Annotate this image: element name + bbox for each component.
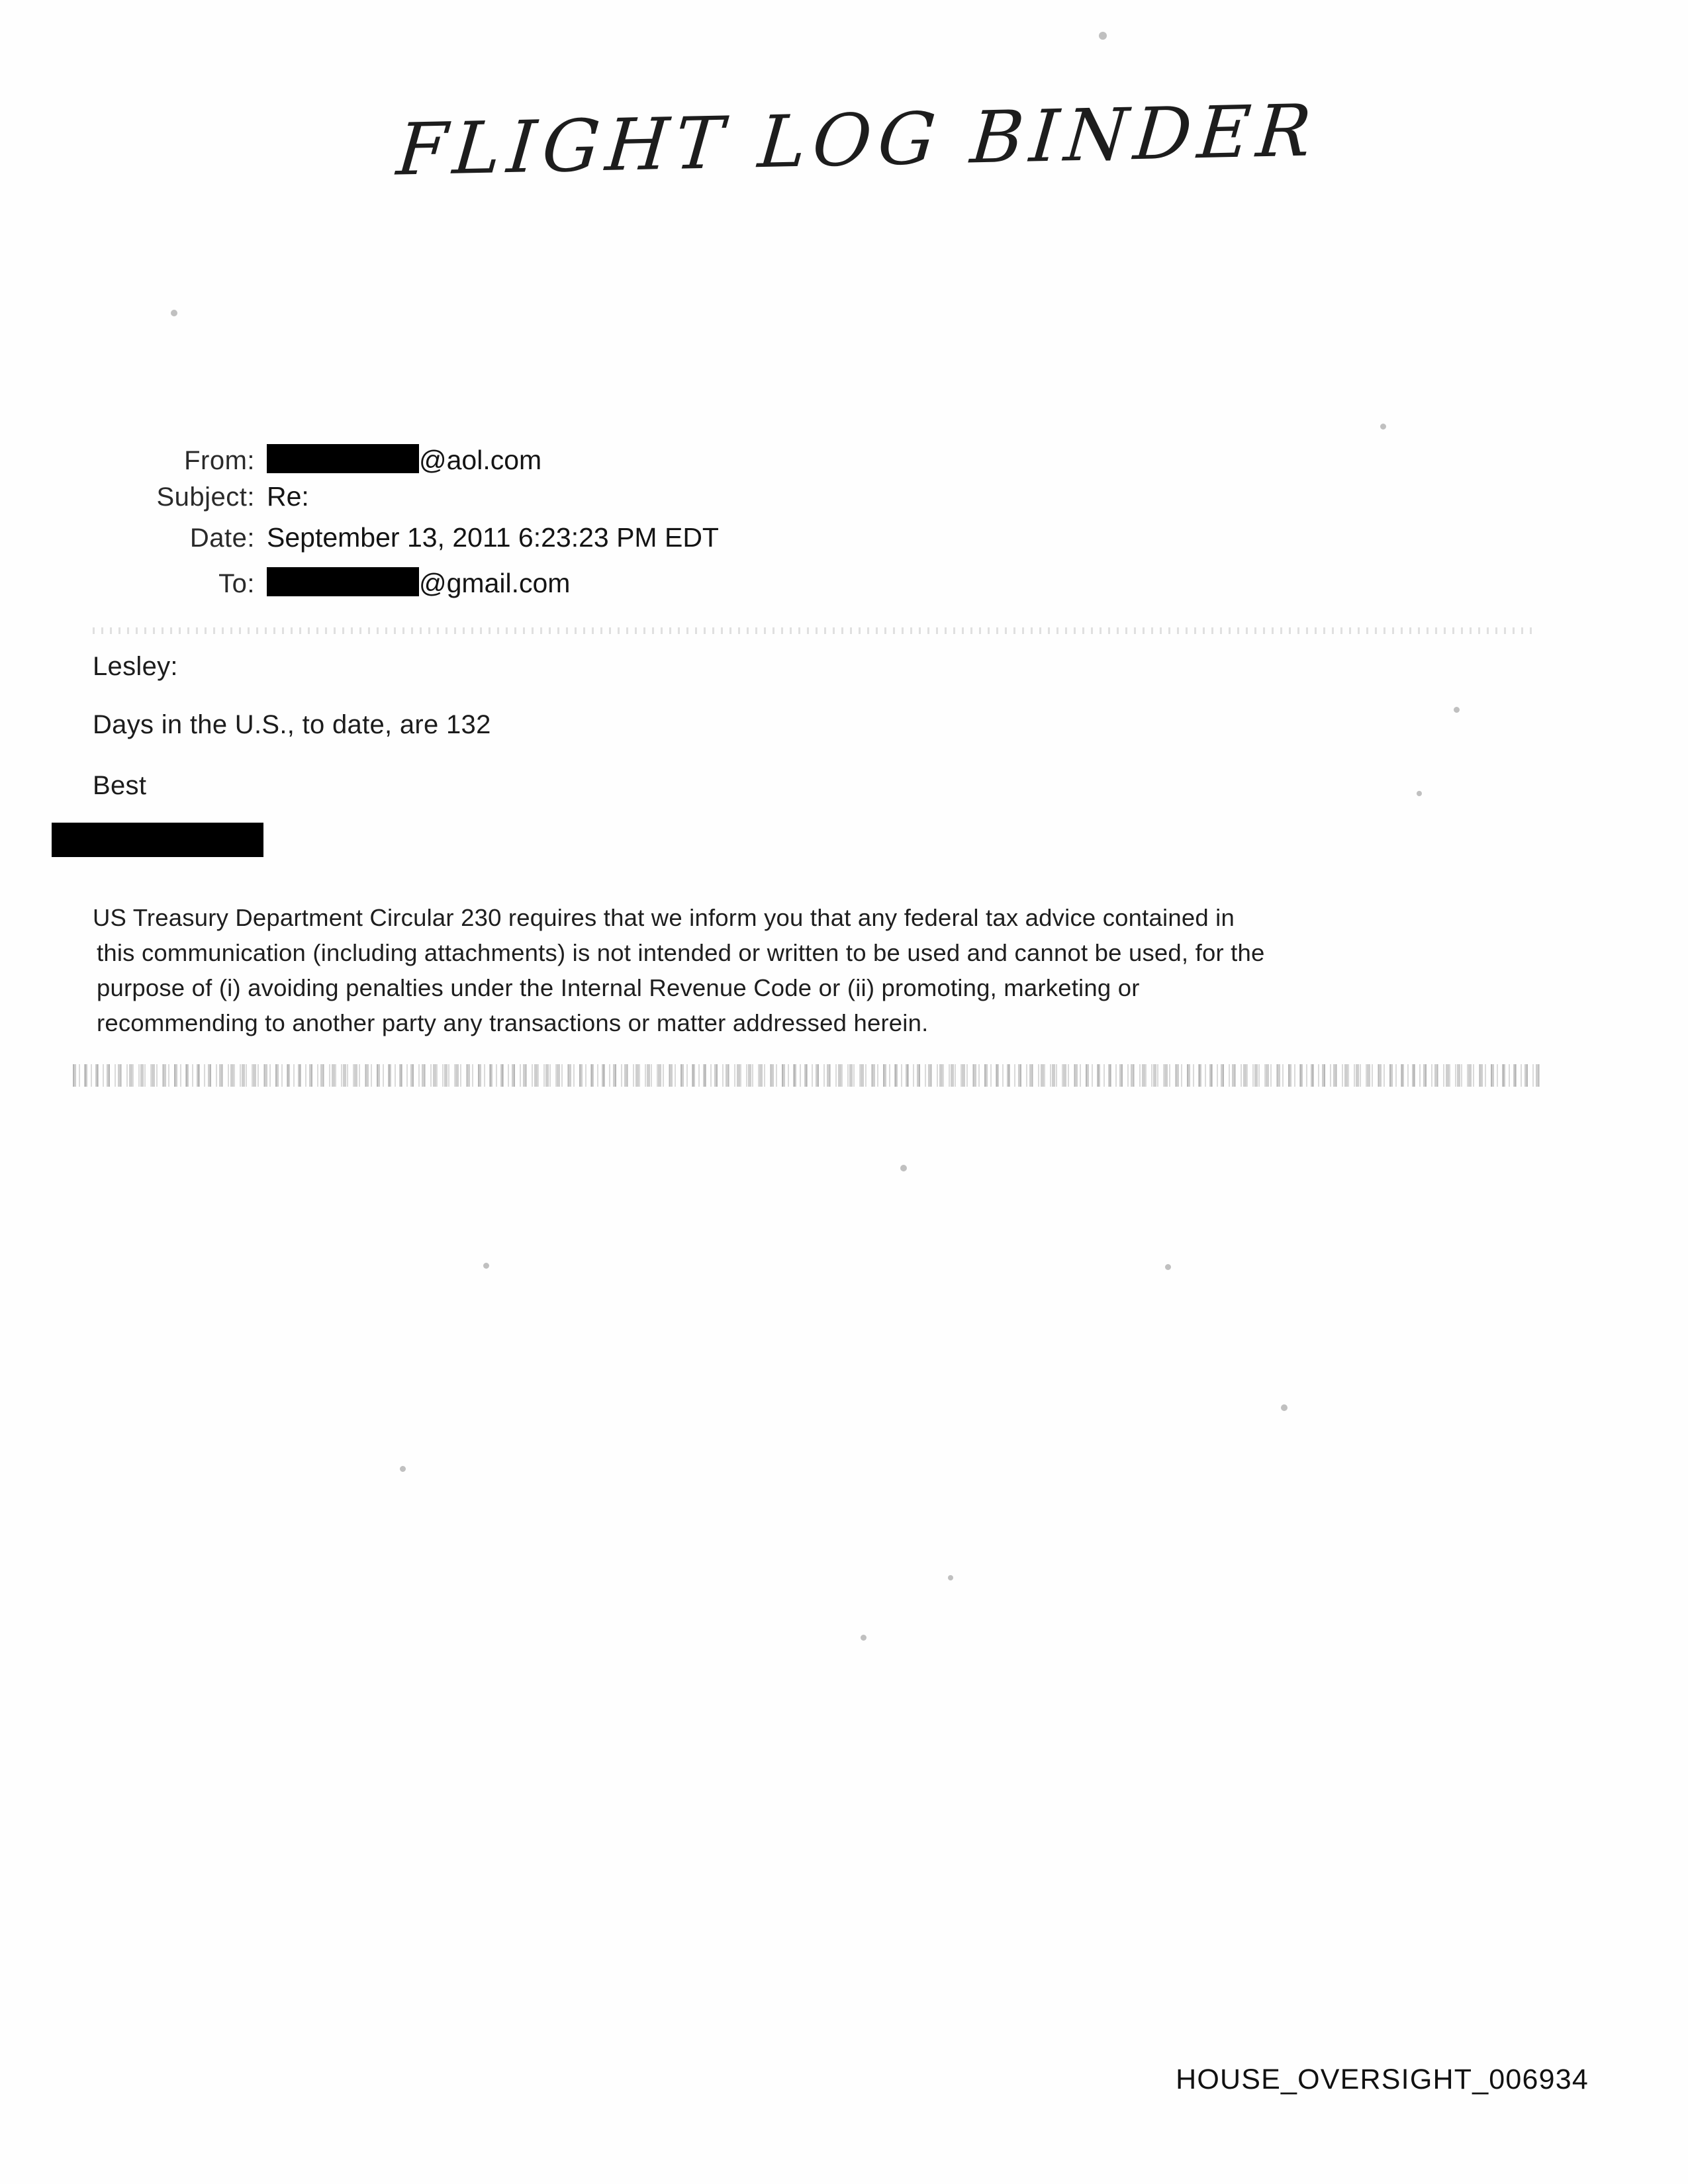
date-label: Date: xyxy=(189,523,255,553)
from-value xyxy=(267,440,541,476)
scan-speck xyxy=(1165,1264,1171,1270)
email-header-row-subject xyxy=(99,481,960,522)
body-greeting: Lesley: xyxy=(93,652,178,681)
redaction-bar-icon xyxy=(267,567,419,596)
email-header-block xyxy=(99,440,960,604)
scan-speck xyxy=(1099,32,1107,40)
body-line-days-in-us: Days in the U.S., to date, are 132 xyxy=(93,710,491,739)
scan-speck xyxy=(1454,707,1460,713)
scan-speck xyxy=(1417,791,1422,796)
scan-speck xyxy=(1281,1404,1288,1411)
body-closing: Best xyxy=(93,771,147,800)
email-header-row-from xyxy=(99,440,960,481)
scan-noise-line xyxy=(93,627,1536,634)
scan-speck xyxy=(400,1466,406,1472)
subject-value: Re: xyxy=(267,481,309,512)
scan-speck xyxy=(1380,424,1386,430)
signature-redaction-bar-icon xyxy=(52,823,263,857)
scan-speck xyxy=(861,1635,867,1641)
redaction-bar-icon xyxy=(267,444,419,473)
scan-speck xyxy=(483,1263,489,1269)
scan-speckle-band xyxy=(73,1064,1542,1087)
disclaimer-line-1: US Treasury Department Circular 230 requires that we inform you that any federal tax advice contained in xyxy=(93,904,1235,931)
bates-stamp: HOUSE_OVERSIGHT_006934 xyxy=(1176,2064,1589,2095)
scan-speck xyxy=(171,310,177,316)
tax-disclaimer-paragraph xyxy=(93,900,1536,1040)
to-label: To: xyxy=(218,569,255,598)
to-value xyxy=(267,563,570,599)
to-address-text: @gmail.com xyxy=(419,568,571,598)
disclaimer-line-4: recommending to another party any transactions or matter addressed herein. xyxy=(97,1009,929,1036)
handwritten-title: FLIGHT LOG BINDER xyxy=(393,89,1321,192)
disclaimer-line-3: purpose of (i) avoiding penalties under the Internal Revenue Code or (ii) promoting, marketing or xyxy=(97,974,1140,1001)
disclaimer-line-2: this communication (including attachments) is not intended or written to be used and cannot be used, for the xyxy=(97,939,1265,966)
scan-speck xyxy=(900,1165,907,1171)
date-value: September 13, 2011 6:23:23 PM EDT xyxy=(267,522,719,553)
from-label: From: xyxy=(184,446,255,475)
email-header-row-to xyxy=(99,563,960,604)
from-address-text: @aol.com xyxy=(419,445,542,475)
scan-speck xyxy=(948,1575,953,1580)
subject-label: Subject: xyxy=(156,482,255,512)
email-header-row-date xyxy=(99,522,960,563)
